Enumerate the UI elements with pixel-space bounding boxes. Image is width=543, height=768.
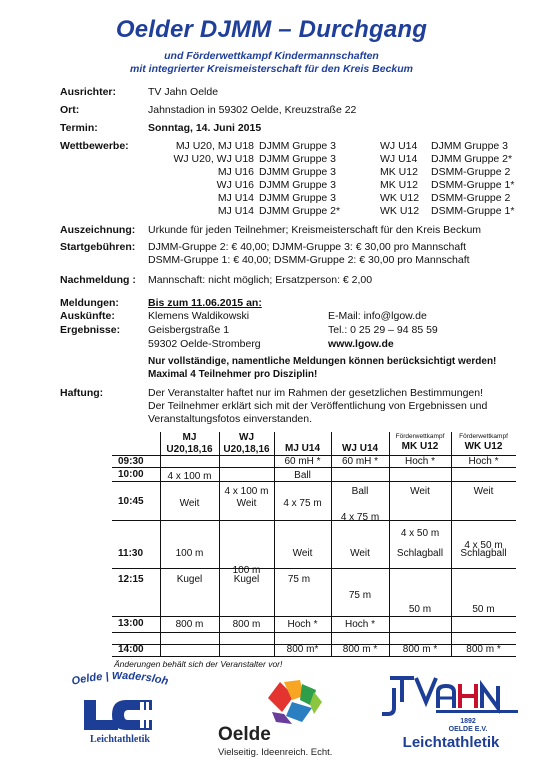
wettbewerb-group: DSMM-Gruppe 1* xyxy=(431,205,515,217)
table-cell: 60 mH * xyxy=(284,456,321,467)
wettbewerb-group: DJMM Gruppe 3 xyxy=(259,166,337,178)
ort-value: Jahnstadion in 59302 Oelde, Kreuzstraße 22 xyxy=(148,104,357,116)
column-header-line: MK U12 xyxy=(401,441,439,452)
time-slot: 10:00 xyxy=(118,469,144,480)
contact-phone: Tel.: 0 25 29 – 94 85 59 xyxy=(328,324,438,336)
column-header-line: MJ xyxy=(182,432,197,443)
table-cell: Hoch * xyxy=(404,456,435,467)
nachmeldung-label: Nachmeldung : xyxy=(60,274,136,286)
table-rule xyxy=(112,568,516,569)
table-cell: 4 x 75 m xyxy=(283,498,322,509)
table-cell: Weit xyxy=(292,548,313,559)
table-cell: 100 m xyxy=(232,565,261,576)
termin-value: Sonntag, 14. Juni 2015 xyxy=(148,122,262,134)
table-rule xyxy=(112,656,516,657)
time-slot: 13:00 xyxy=(118,618,144,629)
column-header-wj-u14: WJ U14 xyxy=(341,443,379,454)
lgow-logo xyxy=(40,672,200,752)
time-slot: 11:30 xyxy=(118,548,144,559)
column-header-line: U20,18,16 xyxy=(223,444,270,455)
tv-jahn-subtitle: Leichtathletik xyxy=(402,734,500,751)
schedule-note: Änderungen behält sich der Veranstalter vor! xyxy=(114,659,283,669)
table-cell: 50 m xyxy=(408,604,432,615)
wettbewerb-group: DJMM Gruppe 2* xyxy=(431,153,513,165)
column-header-line: WJ xyxy=(239,432,254,443)
schedule-table xyxy=(112,432,516,657)
column-header-mk-u12 xyxy=(389,432,451,453)
ausrichter-value: TV Jahn Oelde xyxy=(148,86,219,98)
table-rule xyxy=(112,616,516,617)
table-cell: Weit xyxy=(179,498,200,509)
table-cell: 50 m xyxy=(472,604,495,615)
table-cell: 4 x 75 m xyxy=(340,512,380,523)
nachmeldung-value: Mannschaft: nicht möglich; Ersatzperson: € 2,00 xyxy=(148,274,373,286)
time-slot: 12:15 xyxy=(118,574,144,585)
haftung-label: Haftung: xyxy=(60,387,104,399)
contact-name: Klemens Waldikowski xyxy=(148,310,250,322)
table-cell: Ball xyxy=(294,470,311,481)
table-cell: 800 m xyxy=(232,619,261,630)
termin-label: Termin: xyxy=(60,122,98,134)
subtitle-line-1: und Förderwettkampf Kindermannschaften xyxy=(164,50,379,62)
table-cell: 60 mH * xyxy=(341,456,379,467)
table-cell: Schlagball xyxy=(460,548,507,559)
haftung-line-3: Veranstaltungsfotos einverstanden. xyxy=(148,413,313,425)
notice-line-2: Maximal 4 Teilnehmer pro Disziplin! xyxy=(148,369,318,380)
meldungen-deadline: Bis zum 11.06.2015 an: xyxy=(148,297,262,309)
table-cell: Schlagball xyxy=(396,548,444,559)
wettbewerb-age: MJ U16 xyxy=(217,166,254,178)
column-header-wk-u12 xyxy=(451,432,516,453)
table-cell: 800 m xyxy=(175,619,204,630)
contact-street: Geisbergstraße 1 xyxy=(148,324,230,336)
table-cell: 800 m* xyxy=(286,644,319,655)
wettbewerb-age: WJ U14 xyxy=(380,153,418,165)
time-slot: 14:00 xyxy=(118,644,144,655)
wettbewerb-age: MJ U20, MJ U18 xyxy=(175,140,254,152)
column-header-mj-u14: MJ U14 xyxy=(284,443,320,454)
ausrichter-label: Ausrichter: xyxy=(60,86,117,98)
wettbewerb-age: MJ U14 xyxy=(217,192,254,204)
table-cell: Hoch * xyxy=(344,619,375,630)
time-slot: 09:30 xyxy=(118,456,144,467)
notice-line-1: Nur vollständige, namentliche Meldungen können berücksichtigt werden! xyxy=(148,356,497,367)
table-cell: Weit xyxy=(410,486,430,497)
wettbewerb-age: MK U12 xyxy=(380,179,418,191)
auszeichnung-label: Auszeichnung: xyxy=(60,224,136,236)
table-cell: Weit xyxy=(473,486,494,497)
table-cell: Hoch * xyxy=(468,456,499,467)
wettbewerb-age: WK U12 xyxy=(380,205,420,217)
column-header-wj xyxy=(219,432,274,456)
table-cell: Weit xyxy=(236,498,257,509)
ergebnisse-label: Ergebnisse: xyxy=(60,324,121,336)
lgow-arc-text xyxy=(71,672,170,688)
table-rule xyxy=(112,520,516,521)
contact-email[interactable]: E-Mail: info@lgow.de xyxy=(328,310,427,322)
subtitle-line-2: mit integrierter Kreismeisterschaft für den Kreis Beckum xyxy=(129,63,413,75)
wettbewerb-age: WJ U20, WJ U18 xyxy=(173,153,254,165)
haftung-line-2: Der Teilnehmer erklärt sich mit der Veröffentlichung von Ergebnissen und xyxy=(148,400,488,412)
wettbewerb-group: DJMM Gruppe 3 xyxy=(259,140,337,152)
auskuenfte-label: Auskünfte: xyxy=(60,310,115,322)
wettbewerb-group: DJMM Gruppe 2* xyxy=(259,205,341,217)
table-cell: 800 m * xyxy=(342,644,378,655)
table-cell: Weit xyxy=(350,548,370,559)
table-cell: 4 x 100 m xyxy=(167,471,212,482)
column-header-line: U20,18,16 xyxy=(166,444,213,455)
tv-jahn-logo xyxy=(376,672,526,756)
oelde-wordmark: Oelde xyxy=(218,724,271,745)
table-cell: 4 x 50 m xyxy=(464,540,503,551)
wettbewerb-group: DSMM-Gruppe 2 xyxy=(431,166,511,178)
wettbewerb-age: WJ U14 xyxy=(380,140,418,152)
table-cell: Ball xyxy=(351,486,369,497)
wettbewerb-group: DJMM Gruppe 3 xyxy=(431,140,509,152)
table-cell: 75 m xyxy=(287,574,311,585)
startgebuehren-line-2: DSMM-Gruppe 1: € 40,00; DSMM-Gruppe 2: € 30,00 pro Mannschaft xyxy=(148,254,470,266)
meldungen-label: Meldungen: xyxy=(60,297,119,309)
oelde-tagline: Vielseitig. Ideenreich. Echt. xyxy=(218,747,333,758)
column-header-caption: Förderwettkampf xyxy=(459,433,508,440)
tv-jahn-name: OELDE E.V. xyxy=(448,726,488,733)
table-cell: 800 m * xyxy=(466,644,501,655)
table-cell: 800 m * xyxy=(402,644,438,655)
column-header-mj xyxy=(160,432,219,456)
wettbewerb-age: MK U12 xyxy=(380,166,418,178)
ort-label: Ort: xyxy=(60,104,80,116)
table-cell: 4 x 100 m xyxy=(224,486,269,497)
wettbewerb-age: MJ U14 xyxy=(217,205,254,217)
auszeichnung-value: Urkunde für jeden Teilnehmer; Kreismeisterschaft für den Kreis Beckum xyxy=(148,224,482,236)
startgebuehren-line-1: DJMM-Gruppe 2: € 40,00; DJMM-Gruppe 3: € 30,00 pro Mannschaft xyxy=(148,241,467,253)
startgebuehren-label: Startgebühren: xyxy=(60,241,136,253)
table-rule xyxy=(112,632,516,633)
wettbewerb-age: WJ U16 xyxy=(216,179,254,191)
wettbewerb-group: DSMM-Gruppe 2 xyxy=(431,192,511,204)
column-header-line: WK U12 xyxy=(464,441,503,452)
wettbewerb-age: WK U12 xyxy=(380,192,420,204)
oelde-city-logo xyxy=(218,676,368,760)
time-slot: 10:45 xyxy=(118,496,144,507)
table-cell: 75 m xyxy=(348,590,372,601)
tv-jahn-year: 1892 xyxy=(460,718,476,725)
wettbewerb-group: DJMM Gruppe 3 xyxy=(259,179,337,191)
table-rule xyxy=(112,467,516,468)
lgow-arc-textpath: Oelde | Wadersloh xyxy=(70,672,170,688)
table-cell: 4 x 50 m xyxy=(400,528,440,539)
table-cell: Kugel xyxy=(176,574,203,585)
table-cell: Kugel xyxy=(233,574,260,585)
wettbewerb-group: DJMM Gruppe 3 xyxy=(259,153,337,165)
contact-city: 59302 Oelde-Stromberg xyxy=(148,338,261,350)
wettbewerbe-label: Wettbewerbe: xyxy=(60,140,129,152)
website-link[interactable]: www.lgow.de xyxy=(328,338,394,350)
table-cell: 100 m xyxy=(175,548,204,559)
document-title: Oelder DJMM – Durchgang xyxy=(115,16,428,43)
lgow-subtitle: Leichtathletik xyxy=(90,734,150,745)
table-cell: Hoch * xyxy=(287,619,318,630)
column-header-caption: Förderwettkampf xyxy=(395,433,445,440)
oelde-emblem-icon xyxy=(218,676,368,726)
haftung-line-1: Der Veranstalter haftet nur im Rahmen der gesetzlichen Bestimmungen! xyxy=(148,387,484,399)
wettbewerb-group: DSMM-Gruppe 1* xyxy=(431,179,515,191)
wettbewerb-group: DJMM Gruppe 3 xyxy=(259,192,337,204)
tv-jahn-emblem-icon xyxy=(376,672,526,718)
